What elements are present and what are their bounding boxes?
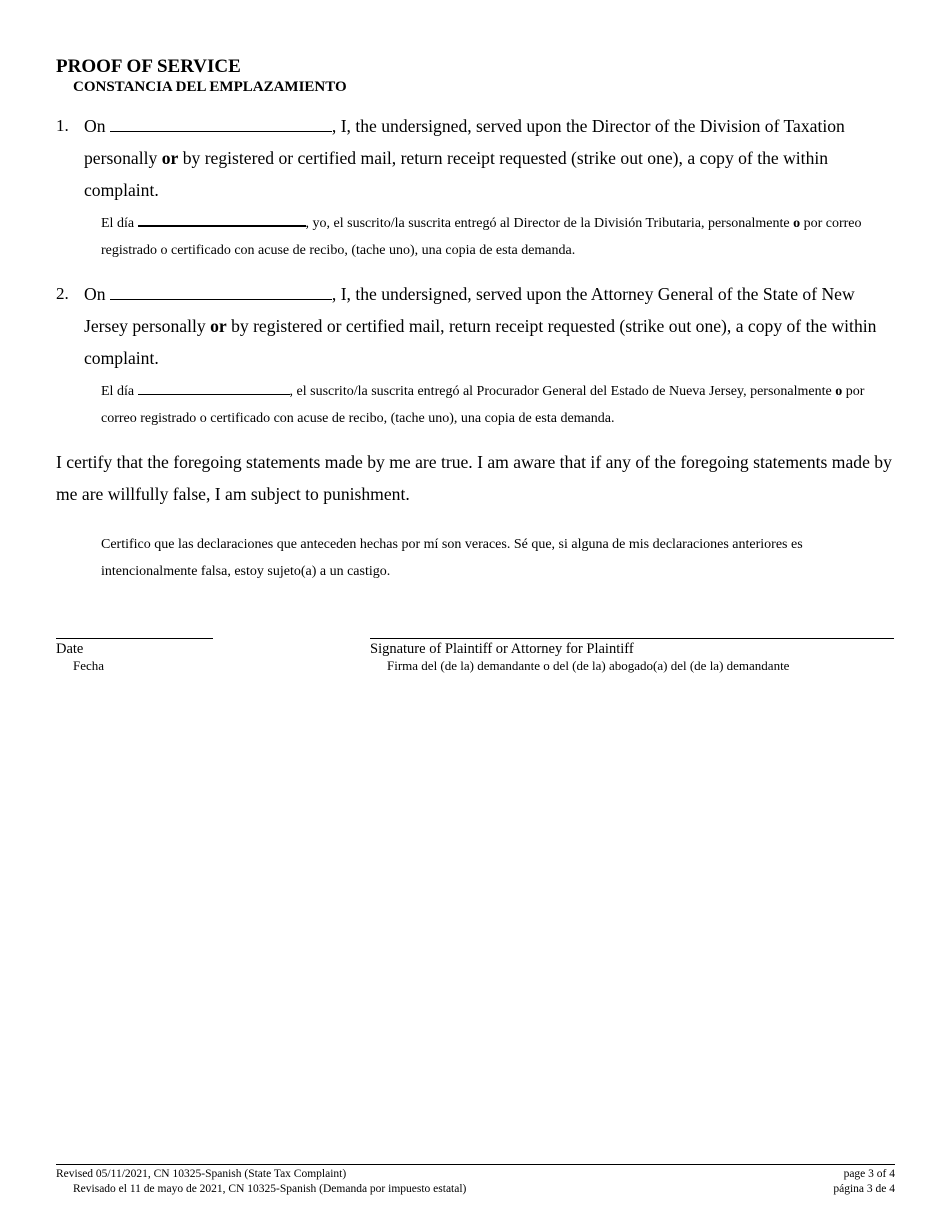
service-item-1 (56, 110, 896, 264)
signature-label-es: Firma del (de la) demandante o del (de la) abogado(a) del (de la) demandante (387, 658, 790, 673)
item-text-part: por correo registrado o certificado con acuse de recibo, (tache uno), una copia de esta demanda. (101, 216, 862, 258)
date-blank[interactable] (110, 117, 332, 132)
item-text-es-start: El día (101, 216, 138, 231)
item-number: 1. (56, 116, 69, 135)
certification-en: I certify that the foregoing statements made by me are true. I am aware that if any of the foregoing statements made by me are willfully false, I am subject to punishment. (56, 452, 892, 504)
item-text-part: , el suscrito/la suscrita entregó al Procurador General del Estado de Nueva Jersey, personalmente (289, 384, 836, 399)
date-label: Date (56, 641, 84, 657)
item-text-on: On (84, 116, 110, 136)
footer-revised-es: Revisado el 11 de mayo de 2021, CN 10325-Spanish (Demanda por impuesto estatal) (73, 1183, 467, 1195)
item-text-on: On (84, 284, 110, 304)
date-blank-es[interactable] (138, 380, 290, 395)
item-text-en (84, 278, 896, 374)
footer-divider (56, 1164, 895, 1165)
item-text-o: o (793, 216, 801, 231)
item-text-or: or (161, 148, 179, 168)
service-item-2 (56, 278, 896, 432)
date-blank[interactable] (110, 285, 332, 300)
date-signature-line[interactable] (56, 638, 213, 639)
footer-page-number-es: página 3 de 4 (833, 1183, 895, 1195)
signature-label: Signature of Plaintiff or Attorney for Plaintiff (370, 641, 634, 657)
item-text-part: , I, the undersigned, served upon the Director of the Division of Taxation personally (84, 116, 845, 168)
item-text-part: por correo registrado o certificado con acuse de recibo, (tache uno), una copia de esta demanda. (101, 384, 865, 426)
page-subtitle: CONSTANCIA DEL EMPLAZAMIENTO (73, 79, 347, 95)
certification-es: Certifico que las declaraciones que anteceden hechas por mí son veraces. Sé que, si alguna de mis declaraciones anteriores es intencionalmente falsa, estoy sujeto(a) a un castigo. (101, 537, 803, 579)
footer-revised: Revised 05/11/2021, CN 10325-Spanish (State Tax Complaint) (56, 1168, 347, 1180)
item-text-part: by registered or certified mail, return receipt requested (strike out one), a copy of the within complaint. (84, 148, 829, 200)
item-text-es (101, 378, 896, 432)
item-text-o: o (835, 384, 843, 399)
date-blank-es[interactable] (138, 211, 306, 227)
date-label-es: Fecha (73, 658, 105, 673)
footer-page-number: page 3 of 4 (843, 1168, 895, 1180)
item-text-es (101, 210, 896, 264)
item-text-en (84, 110, 896, 206)
plaintiff-signature-line[interactable] (370, 638, 894, 639)
item-text-part: , yo, el suscrito/la suscrita entregó al Director de la División Tributaria, personalmente (305, 216, 794, 231)
item-text-part: , I, the undersigned, served upon the Attorney General of the State of New Jersey personally (84, 284, 855, 336)
page-title: PROOF OF SERVICE (56, 56, 241, 77)
item-text-or: or (210, 316, 227, 336)
item-number: 2. (56, 284, 69, 303)
item-text-part: by registered or certified mail, return receipt requested (strike out one), a copy of the within complaint. (84, 316, 877, 368)
item-text-es-start: El día (101, 384, 138, 399)
